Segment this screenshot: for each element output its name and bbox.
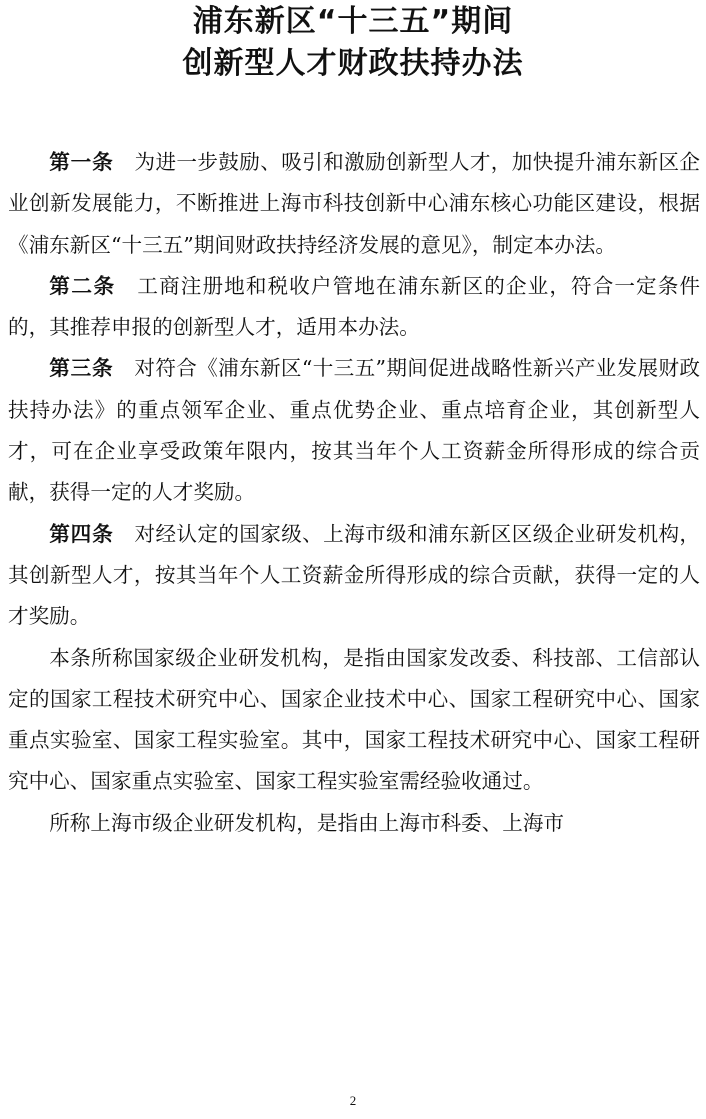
page-number: 2 [349, 1093, 357, 1108]
article-3-text: 对符合《浦东新区“十三五”期间促进战略性新兴产业发展财政扶持办法》的重点领军企业、重点优势企业、重点培育企业，其创新型人才，可在企业享受政策年限内，按其当年个人工资薪金所得形成的综合贡献，获得一定的人才奖励。 [8, 356, 700, 505]
article-2-paragraph [8, 266, 700, 349]
document-body [8, 142, 700, 844]
document-title-line-2: 创新型人才财政扶持办法 [182, 46, 524, 81]
article-3-paragraph [8, 348, 700, 513]
shanghai-rd-definition-paragraph: 所称上海市级企业研发机构，是指由上海市科委、上海市 [49, 810, 565, 835]
article-3-label: 第三条 [49, 356, 114, 381]
article-4-text: 对经认定的国家级、上海市级和浦东新区区级企业研发机构，其创新型人才，按其当年个人工资薪金所得形成的综合贡献，获得一定的人才奖励。 [8, 521, 701, 629]
article-1-text: 为进一步鼓励、吸引和激励创新型人才，加快提升浦东新区企业创新发展能力，不断推进上海市科技创新中心浦东核心功能区建设，根据《浦东新区“十三五”期间财政扶持经济发展的意见》，制定本办法。 [8, 150, 701, 257]
article-2-label: 第二条 [49, 273, 116, 298]
article-1-label: 第一条 [49, 150, 114, 174]
article-4-label: 第四条 [49, 521, 114, 546]
article-1-paragraph [8, 142, 700, 266]
article-2-text: 工商注册地和税收户管地在浦东新区的企业，符合一定条件的，其推荐申报的创新型人才，适用本办法。 [8, 273, 701, 340]
document-title-line-1: 浦东新区“十三五”期间 [192, 4, 514, 39]
article-4-paragraph [8, 514, 700, 638]
national-rd-definition-paragraph: 本条所称国家级企业研发机构，是指由国家发改委、科技部、工信部认定的国家工程技术研究中心、国家企业技术中心、国家工程研究中心、国家重点实验室、国家工程实验室。其中，国家工程技术研究中心、国家工程研究中心、国家重点实验室、国家工程实验室需经验收通过。 [8, 645, 700, 794]
